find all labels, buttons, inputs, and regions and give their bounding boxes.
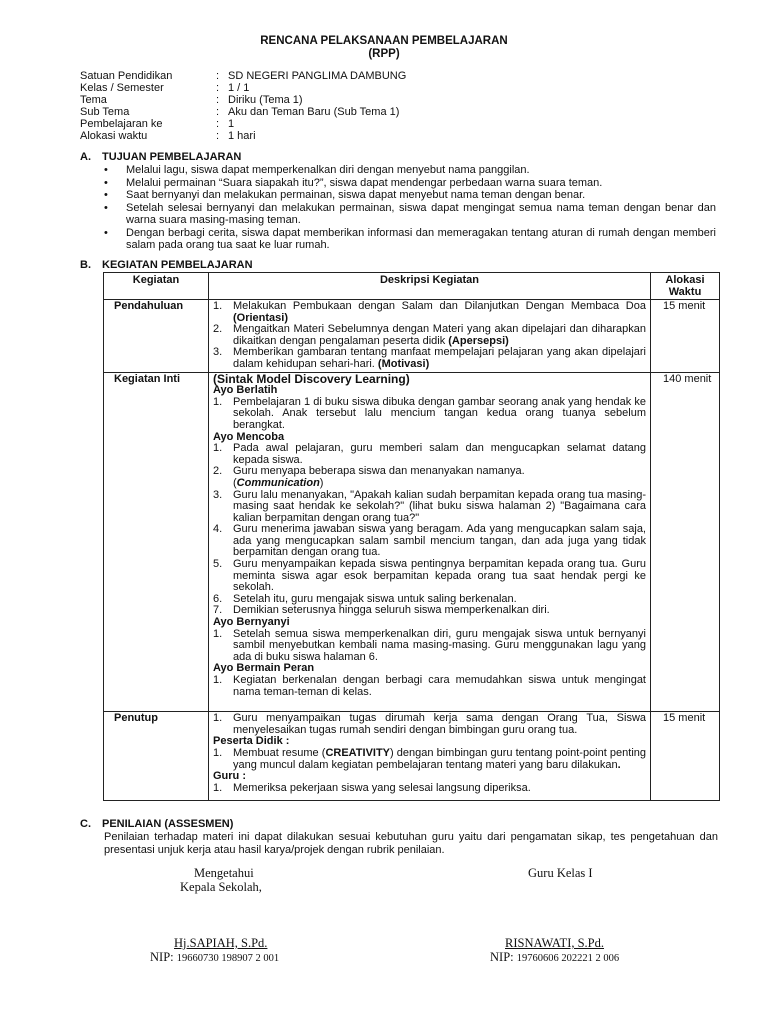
info-row: Satuan Pendidikan : SD NEGERI PANGLIMA DAMBUNG bbox=[80, 70, 407, 82]
activity-table bbox=[103, 272, 720, 801]
list-item: • Saat bernyanyi dan melakukan permainan, siswa dapat menyebut nama teman dengan benar. bbox=[104, 189, 716, 202]
identity-block bbox=[80, 70, 680, 142]
list-item: • Setelah selesai bernyanyi dan melakukan permainan, siswa dapat mengingat semua nama teman dengan benar dan warna suara masing-masing teman. bbox=[104, 202, 716, 227]
principal-name: Hj.SAPIAH, S.Pd. bbox=[174, 936, 268, 950]
list-item: • Melalui permainan “Suara siapakah itu?”, siswa dapat mendengar perbedaan warna suara teman. bbox=[104, 177, 716, 190]
principal-nip: NIP: 19660730 198907 2 001 bbox=[150, 950, 280, 964]
info-row: Tema : Diriku (Tema 1) bbox=[80, 94, 303, 106]
section-a-heading: A. TUJUAN PEMBELAJARAN bbox=[80, 151, 242, 163]
section-b-heading: B. KEGIATAN PEMBELAJARAN bbox=[80, 259, 253, 271]
info-row: Pembelajaran ke : 1 bbox=[80, 118, 235, 130]
table-header-row bbox=[104, 273, 720, 300]
document-title: RENCANA PELAKSANAAN PEMBELAJARAN bbox=[260, 35, 508, 47]
table-row: Pendahuluan 1. Melakukan Pembukaan dengan Salam dan Dilanjutkan Dengan Membaca Doa (Orientasi) 2. Mengaitkan Materi Sebelumnya dengan Materi yang akan dipelajari dan diharapkan dikaitkan dengan pengalaman peserta didik (Apersepsi) 3. Memberikan gambaran tentang manfaat mempelajari pelajaran yang akan dipelajari dalam kehidupan sehari-hari. (Motivasi) 15 menit bbox=[104, 300, 720, 373]
signature-left-title: Kepala Sekolah, bbox=[180, 880, 262, 894]
table-row: Penutup 1. Guru menyampaikan tugas dirumah kerja sama dengan Orang Tua, Siswa menyelesaikan tugas rumah sendiri dengan bimbingan guru orang tua. Peserta Didik : 1. Membuat resume (CREATIVITY) dengan bimbingan guru tentang point-point penting yang muncul dalam kegiatan pembelajaran tentang materi yang baru dilakukan. Guru : 1. Memeriksa pekerjaan siswa yang selesai langsung diperiksa. 15 menit bbox=[104, 712, 720, 801]
signature-right-title: Guru Kelas I bbox=[528, 866, 593, 880]
col-kegiatan: Kegiatan bbox=[104, 273, 209, 300]
teacher-nip: NIP: 19760606 202221 2 006 bbox=[490, 950, 620, 964]
col-deskripsi: Deskripsi Kegiatan bbox=[209, 273, 651, 300]
info-row: Sub Tema : Aku dan Teman Baru (Sub Tema 1) bbox=[80, 106, 400, 118]
list-item: • Dengan berbagi cerita, siswa dapat memberikan informasi dan memeragakan tentang aturan di rumah dengan memberi salam pada orang tua saat ke luar rumah. bbox=[104, 227, 716, 252]
info-row: Alokasi waktu : 1 hari bbox=[80, 130, 256, 142]
col-alokasi: Alokasi Waktu bbox=[651, 273, 720, 300]
section-c-heading: C. PENILAIAN (ASSESMEN) bbox=[80, 818, 234, 830]
signature-left-label: Mengetahui bbox=[194, 866, 254, 880]
info-row: Kelas / Semester : 1 / 1 bbox=[80, 82, 250, 94]
teacher-name: RISNAWATI, S.Pd. bbox=[505, 936, 605, 950]
assessment-text: Penilaian terhadap materi ini dapat dilakukan sesuai kebutuhan guru yaitu dari pengamatan sikap, tes pengetahuan dan presentasi unjuk kerja atau hasil karya/projek dengan rubrik penilaian. bbox=[104, 831, 718, 856]
table-row: Kegiatan Inti (Sintak Model Discovery Learning) Ayo Berlatih 1. Pembelajaran 1 di buku siswa dibuka dengan gambar seorang anak yang hendak ke sekolah. Anak tersebut lalu mencium tangan kedua orang tuanya sebelum berangkat. Ayo Mencoba 1. Pada awal pelajaran, guru memberi salam dan mengucapkan selamat datang kepada siswa. 2. Guru menyapa beberapa siswa dan menanyakan namanya. (Communication) 3. Guru lalu menanyakan, "Apakah kalian sudah berpamitan kepada orang tua masing-masing saat hendak ke sekolah?" (lihat buku siswa halaman 2) "Bagaimana cara kalian berpamitan dengan orang tua?" 4. Guru menerima jawaban siswa yang beragam. Ada yang mengucapkan salam saja, ada yang mengucapkan salam sambil mencium tangan, dan ada juga yang tidak berpamitan dengan orang tua. 5. Guru menyampaikan kepada siswa pentingnya berpamitan kepada orang tua. Guru meminta siswa agar esok berpamitan kepada orang tua saat hendak pergi ke sekolah. 6. Setelah itu, guru mengajak siswa untuk saling berkenalan. 7. Demikian seterusnya hingga seluruh siswa memperkenalkan diri. Ayo Bernyanyi 1. Setelah semua siswa memperkenalkan diri, guru mengajak siswa untuk bernyanyi sambil menyebutkan kembali nama masing-masing. Guru menggunakan lagu yang ada di buku siswa halaman 6. Ayo Bermain Peran 1. Kegiatan berkenalan dengan berbagi cara memudahkan siswa untuk mengingat nama teman-teman di kelas. 140 menit bbox=[104, 372, 720, 712]
objectives-list bbox=[104, 164, 716, 252]
list-item: • Melalui lagu, siswa dapat memperkenalkan diri dengan menyebut nama panggilan. bbox=[104, 164, 716, 177]
document-subtitle: (RPP) bbox=[368, 48, 400, 60]
